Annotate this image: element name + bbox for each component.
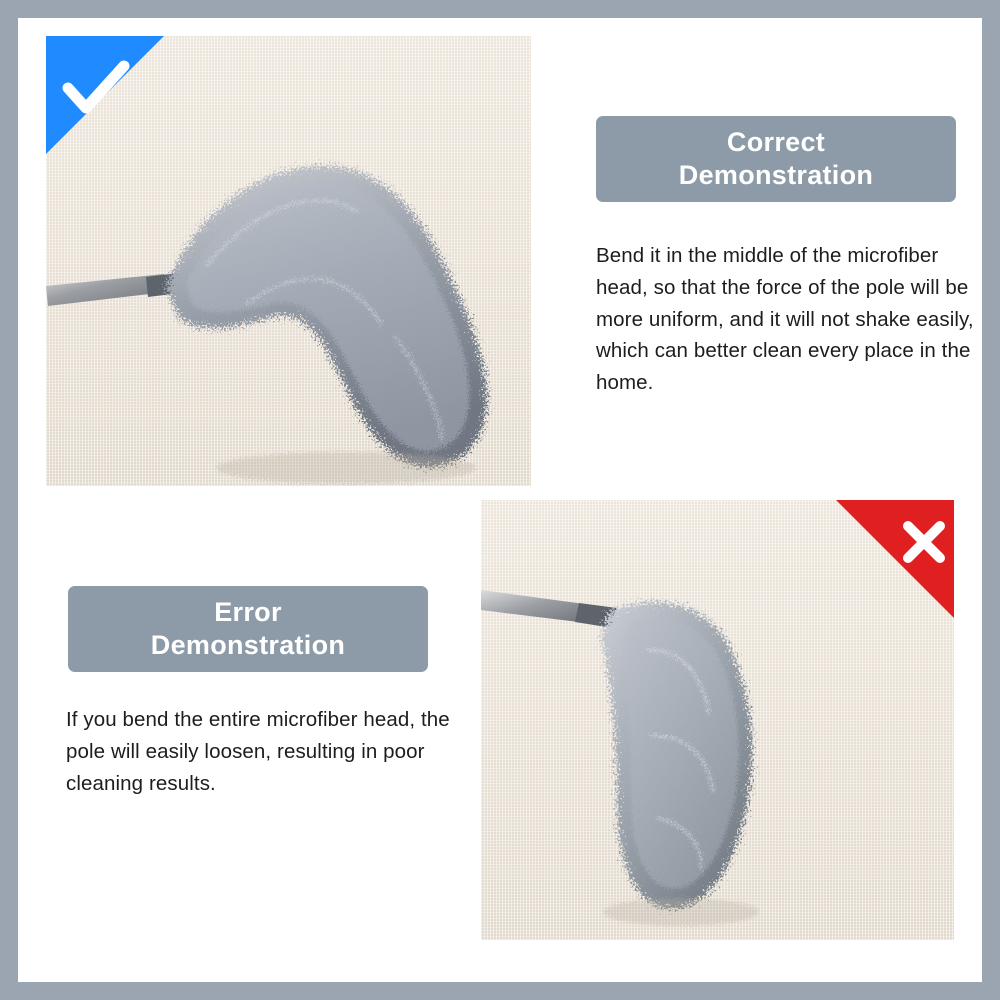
error-badge — [836, 500, 954, 618]
correct-heading-line2: Demonstration — [678, 160, 874, 190]
error-body-text — [66, 704, 466, 799]
error-heading-plate — [68, 586, 428, 672]
correct-badge — [46, 36, 164, 154]
correct-heading-line1: Correct — [726, 127, 826, 158]
error-body-paragraph: If you bend the entire microfiber head, the pole will easily loosen, resulting in poor cleaning results. — [66, 708, 450, 795]
error-heading-line1: Error — [214, 597, 282, 628]
correct-heading-plate — [596, 116, 956, 202]
error-heading-line2: Demonstration — [150, 630, 346, 660]
infographic-card — [18, 18, 982, 982]
correct-body-text — [596, 240, 974, 399]
correct-body-paragraph: Bend it in the middle of the microfiber head, so that the force of the pole will be more uniform, and it will not shake easily, which can better clean every place in the home. — [596, 244, 974, 395]
